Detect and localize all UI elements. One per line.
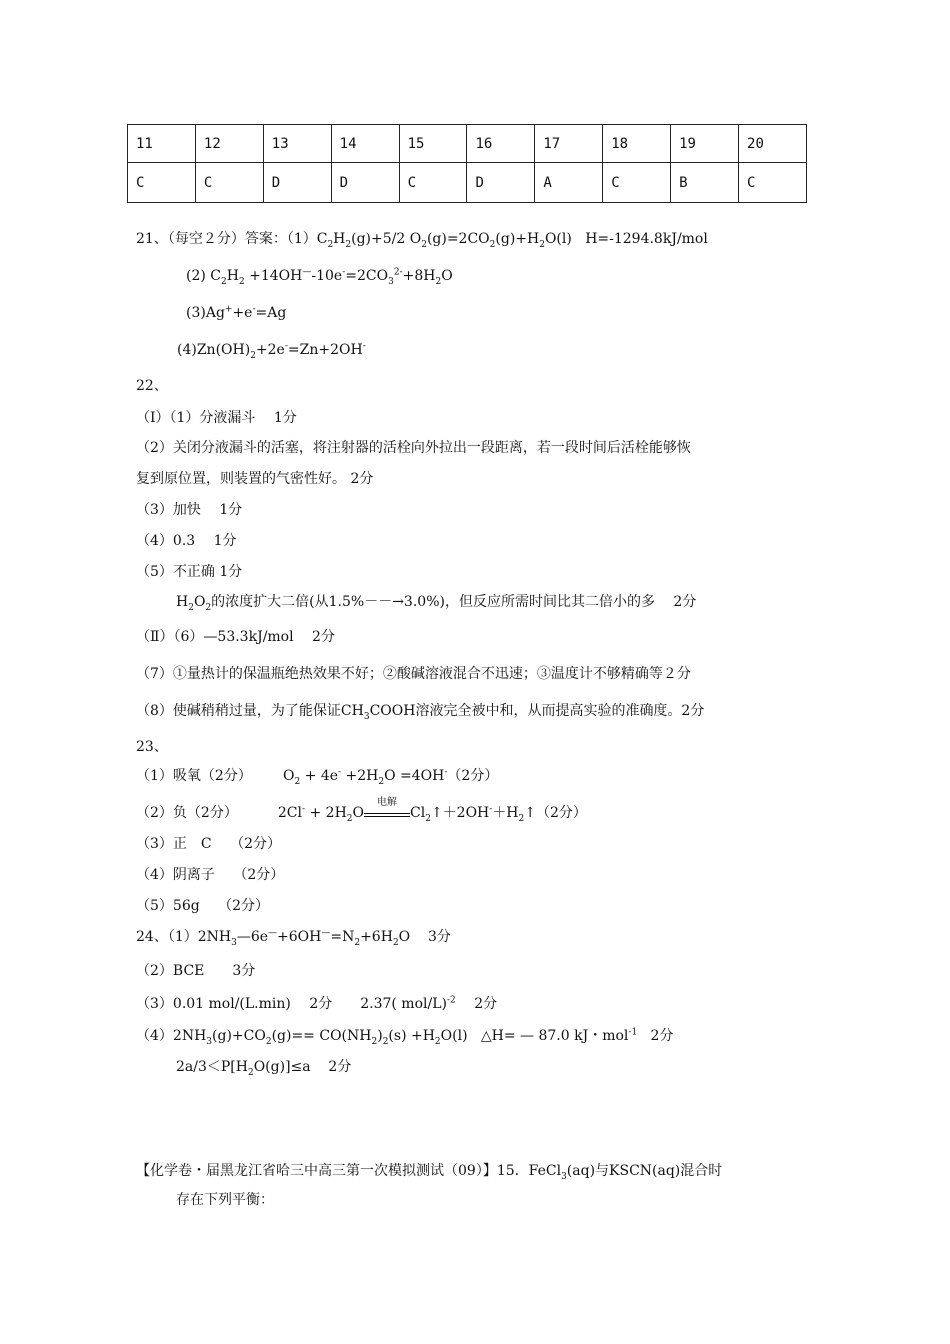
q22-item: （2）关闭分液漏斗的活塞，将注射器的活栓向外拉出一段距离，若一段时间后活栓能够恢 [136,440,691,456]
q21-line-2: (2) $C_2H_2 +14OH^—-10e^-=2CO_3^{2-}+8H_2O$ [186,267,453,287]
q22-item: 复到原位置，则装置的气密性好。 2分 [136,471,374,487]
table-cell: 14 [331,125,399,163]
q21-line-1: 21、（每空２分）答案：$(1)C_2H_2(g)+5/2$ $O_2(g)=2CO_2(g)+H_2O(l)$ H=-1294.8kJ/mol [136,231,708,250]
table-cell: C [195,163,263,203]
table-cell: 19 [671,125,739,163]
table-cell: 20 [739,125,807,163]
q24-item: 24、$(1)2NH_3—6e^—+6OH^—=N_2+6H_2O$ 3分 [136,928,451,948]
table-cell: 16 [467,125,535,163]
table-cell: C [603,163,671,203]
table-cell: 18 [603,125,671,163]
electrolysis-sign: 电解 [364,805,410,817]
next-question-line: 存在下列平衡： [176,1192,274,1208]
q22-item: （Ⅱ）（6）—53.3kJ/mol 2分 [136,629,335,645]
table-cell: 17 [535,125,603,163]
table-cell: C [739,163,807,203]
q22-item: （5）不正确 1分 [136,564,243,580]
table-cell: 15 [399,125,467,163]
q22-item: （4）0.3 1分 [136,533,237,549]
table-cell: 13 [263,125,331,163]
table-cell: D [331,163,399,203]
table-cell: 11 [128,125,196,163]
q22-item: （Ⅰ）（1）分液漏斗 1分 [136,410,297,426]
q23-item: （4）阴离子 （2分） [136,867,285,883]
table-cell: 12 [195,125,263,163]
q23-item: （1）吸氧（2分） $O_2 + 4e^- +2H_2O =4OH^-(2$分） [136,767,499,787]
table-row [128,163,807,203]
q23-heading: 23、 [136,739,168,755]
q23-item: （3）正 C （2分） [136,836,281,852]
q24-item: $(4)2NH_3(g)+CO_2(g)== CO(NH_2)_2(s) +H_2O(l)$ △H= — 87.0 kJ・mol$^{-1}$ 2分 [136,1027,674,1047]
answer-table [127,124,807,203]
q22-item: （3）加快 1分 [136,502,243,518]
table-cell: C [128,163,196,203]
q22-item: $H_2O_2$的浓度扩大二倍(从1.5%－－→3.0%)，但反应所需时间比其二倍小的多 2分 [176,594,697,613]
table-cell: B [671,163,739,203]
table-cell: D [467,163,535,203]
q22-heading: 22、 [136,378,168,394]
q23-item: （5）56g （2分） [136,898,270,914]
table-row [128,125,807,163]
q24-item: （2）BCE 3分 [136,963,256,979]
q24-item: $2a/3<P[H_2O(g)]\le a$ 2分 [176,1059,352,1078]
q21-line-4: $(4)Zn(OH)_2+2e^-=Zn+2OH^-$ [177,341,366,361]
q24-item: （3）0.01 mol/(L.min) 2分 2.37( mol/L)$^{-2}$ 2分 [136,995,498,1012]
q22-item: （8）使碱稍稍过量，为了能保证$CH_3COOH$溶液完全被中和，从而提高实验的准确度。2分 [136,703,705,722]
table-cell: C [399,163,467,203]
q23-item: （2）负（2分） $2Cl^- + 2H_2O$ 电解 $Cl_2↑+2OH^-+H_2↑(2$分） [136,797,587,824]
next-question-line: 【化学卷・届黑龙江省哈三中高三第一次模拟测试（09）】15．FeCl$_3$(aq)与KSCN(aq)混合时 [136,1163,723,1182]
q21-line-3: (3)Ag++e-=Ag [186,304,287,321]
q22-item: （7）①量热计的保温瓶绝热效果不好；②酸碱溶液混合不迅速；③温度计不够精确等２分 [136,666,691,682]
table-cell: D [263,163,331,203]
table-cell: A [535,163,603,203]
